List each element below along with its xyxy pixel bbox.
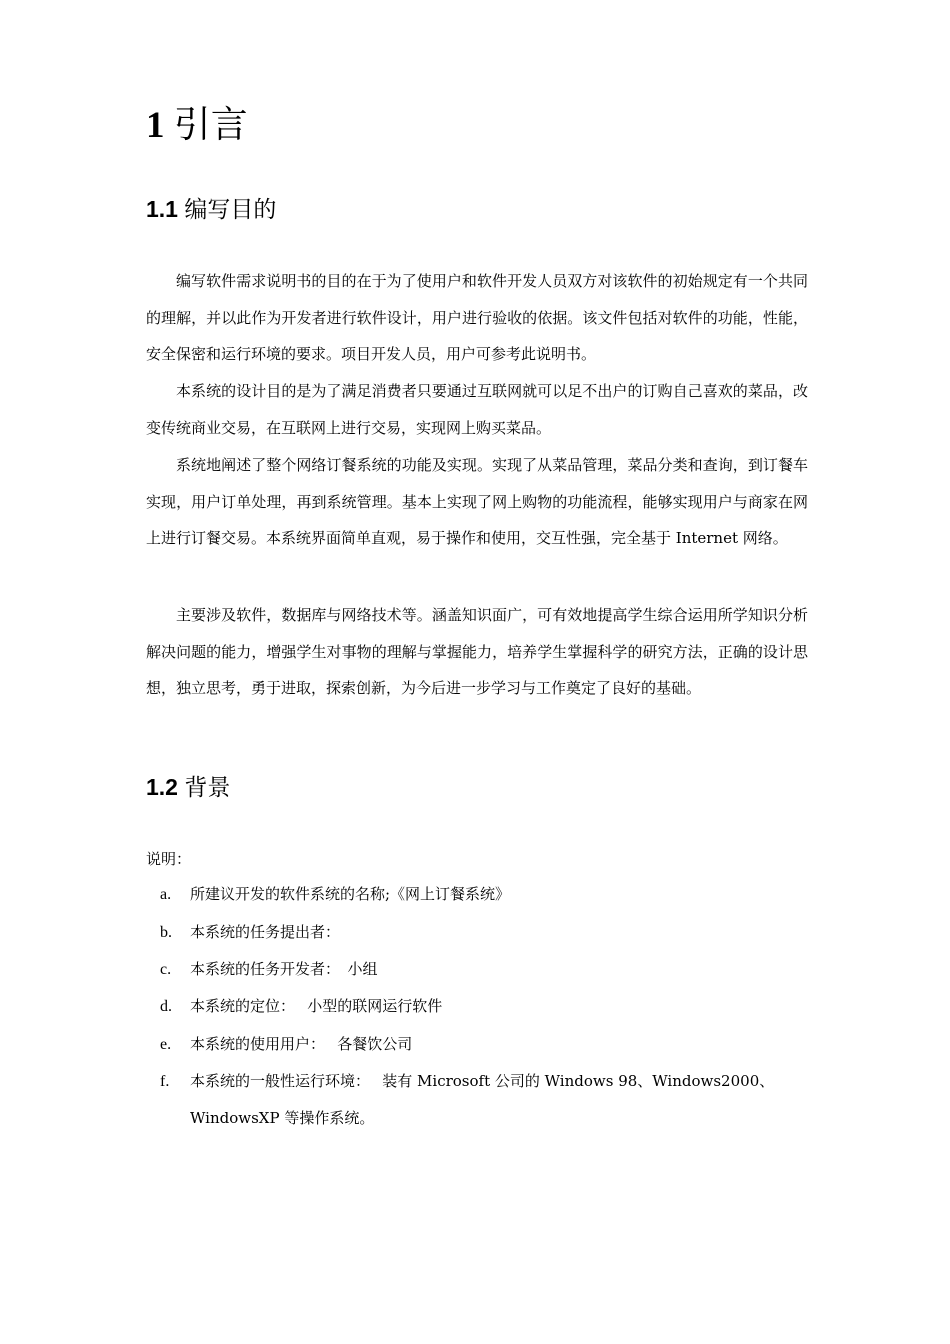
- section-1-2-title: 背景: [184, 774, 231, 800]
- list-item: [160, 914, 808, 951]
- list-item-text: 本系统的定位： 小型的联网运行软件: [190, 997, 443, 1015]
- list-marker: c.: [160, 961, 172, 978]
- section-1-1-heading: [146, 193, 276, 225]
- list-marker: d.: [160, 998, 172, 1015]
- paragraph-purpose: 编写软件需求说明书的目的在于为了使用户和软件开发人员双方对该软件的初始规定有一个共同的理解，并以此作为开发者进行软件设计，用户进行验收的依据。该文件包括对软件的功能，性能，安全保密和运行环境的要求。项目开发人员，用户可参考此说明书。: [146, 272, 808, 363]
- list-item-text: 本系统的一般性运行环境： 装有 Microsoft 公司的 Windows 98、Windows2000、WindowsXP 等操作系统。: [190, 1072, 775, 1127]
- section-1-2-heading: [146, 771, 230, 803]
- section-1-number: 1: [146, 105, 165, 146]
- list-item: [160, 988, 808, 1025]
- section-1-heading: [146, 100, 248, 152]
- background-intro-label: 说明：: [146, 850, 192, 868]
- section-1-1-number: 1.1: [146, 196, 178, 222]
- list-item: [160, 1063, 808, 1137]
- list-item: [160, 1026, 808, 1063]
- list-marker: e.: [160, 1036, 172, 1053]
- list-marker: f.: [160, 1073, 170, 1090]
- list-marker: a.: [160, 886, 172, 903]
- section-1-1-title: 编写目的: [184, 196, 277, 222]
- section-1-title: 引言: [173, 105, 248, 146]
- list-item-text: 本系统的任务提出者：: [190, 923, 341, 941]
- list-item: [160, 951, 808, 988]
- paragraph-system-overview: 系统地阐述了整个网络订餐系统的功能及实现。实现了从菜品管理，菜品分类和查询，到订餐车实现，用户订单处理，再到系统管理。基本上实现了网上购物的功能流程，能够实现用户与商家在网上进行订餐交易。本系统界面简单直观，易于操作和使用，交互性强，完全基于 Internet 网络。: [146, 456, 808, 547]
- list-marker: b.: [160, 924, 172, 941]
- list-item-text: 本系统的使用用户： 各餐饮公司: [190, 1035, 413, 1053]
- paragraph-technologies: 主要涉及软件，数据库与网络技术等。涵盖知识面广，可有效地提高学生综合运用所学知识分析解决问题的能力，增强学生对事物的理解与掌握能力，培养学生掌握科学的研究方法，正确的设计思想，独立思考，勇于进取，探索创新，为今后进一步学习与工作奠定了良好的基础。: [146, 606, 808, 697]
- section-1-2-number: 1.2: [146, 774, 178, 800]
- paragraph-design-goal: 本系统的设计目的是为了满足消费者只要通过互联网就可以足不出户的订购自己喜欢的菜品，改变传统商业交易，在互联网上进行交易，实现网上购买菜品。: [146, 382, 808, 437]
- list-item-text: 本系统的任务开发者： 小组: [190, 960, 378, 978]
- list-item-text: 所建议开发的软件系统的名称;《网上订餐系统》: [190, 885, 511, 903]
- list-item: [160, 876, 808, 913]
